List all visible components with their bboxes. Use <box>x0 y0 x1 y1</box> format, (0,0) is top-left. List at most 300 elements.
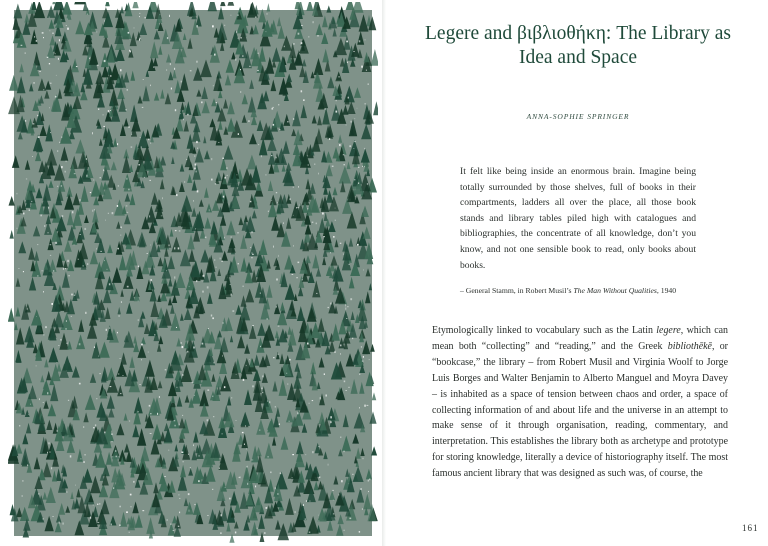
forest-texture-speck <box>252 325 254 326</box>
forest-texture-speck <box>141 344 143 346</box>
forest-texture-speck <box>118 374 119 375</box>
forest-texture-speck <box>317 35 319 36</box>
forest-texture-speck <box>301 90 303 92</box>
forest-texture-speck <box>365 39 366 40</box>
forest-texture-speck <box>362 166 363 167</box>
forest-texture-speck <box>213 362 214 364</box>
forest-texture-speck <box>62 136 63 138</box>
forest-texture-speck <box>51 303 53 305</box>
forest-texture-speck <box>249 359 250 360</box>
forest-texture-speck <box>42 32 44 33</box>
forest-texture-speck <box>85 312 86 314</box>
forest-texture-speck <box>28 414 29 415</box>
forest-texture-speck <box>320 397 322 399</box>
forest-texture-speck <box>346 41 348 43</box>
forest-texture-speck <box>141 359 142 360</box>
forest-texture-speck <box>56 362 57 363</box>
forest-texture-speck <box>364 148 365 149</box>
forest-texture-speck <box>177 387 178 388</box>
forest-texture-speck <box>171 88 172 90</box>
chapter-title: Legere and βιβλιοθήκη: The Library as Idea and Space <box>425 23 731 68</box>
forest-texture-speck <box>226 167 228 169</box>
forest-texture-speck <box>367 405 369 406</box>
forest-texture-speck <box>66 320 67 321</box>
forest-texture-speck <box>181 81 183 83</box>
forest-texture-speck <box>117 332 118 333</box>
forest-texture-speck <box>242 432 244 433</box>
tree-shape <box>132 2 138 8</box>
forest-texture-speck <box>284 46 285 48</box>
forest-texture-speck <box>245 425 246 427</box>
forest-texture-speck <box>92 210 93 212</box>
forest-texture-speck <box>197 190 199 192</box>
epigraph <box>460 164 696 273</box>
body-paragraph-text <box>432 323 728 482</box>
forest-texture-speck <box>266 14 267 15</box>
forest-texture-speck <box>169 15 170 17</box>
forest-texture-speck <box>47 392 48 394</box>
forest-texture-speck <box>87 13 88 15</box>
forest-texture-speck <box>240 69 241 70</box>
forest-texture-speck <box>100 251 102 252</box>
forest-texture-speck <box>26 179 27 180</box>
forest-texture-speck <box>298 262 300 264</box>
forest-texture-speck <box>236 420 237 421</box>
forest-texture-speck <box>271 200 272 201</box>
forest-texture-speck <box>120 227 122 229</box>
forest-texture-speck <box>78 259 79 260</box>
forest-texture-speck <box>289 421 290 422</box>
forest-texture-speck <box>193 444 194 446</box>
forest-texture-speck <box>292 274 294 275</box>
forest-texture-speck <box>149 215 150 217</box>
forest-texture-speck <box>188 493 190 495</box>
forest-texture-speck <box>318 520 319 521</box>
forest-texture-speck <box>166 69 167 71</box>
forest-texture-speck <box>23 271 24 272</box>
forest-texture-speck <box>315 164 316 165</box>
body-part-1: Etymologically linked to vocabulary such as the Latin <box>432 325 657 336</box>
forest-texture-speck <box>238 14 239 16</box>
forest-texture-speck <box>182 374 183 376</box>
forest-texture-speck <box>29 210 30 211</box>
forest-texture-speck <box>150 413 151 414</box>
epigraph-citation <box>460 284 696 298</box>
forest-texture-speck <box>367 183 368 185</box>
forest-texture-speck <box>275 487 276 489</box>
forest-texture-speck <box>212 25 214 27</box>
forest-texture-speck <box>99 503 100 505</box>
body-part-3: , or “bookcase,” the library – from Robert Musil and Virginia Woolf to Jorge Luis Borges and Walter Benjamin to Alberto Manguel and Moyra Davey – is inhabited as a space of tension between chaos and order, a space of collecting information of and about life and the universe in an attempt to make sense of it through organisation, reading, commentary, and interpretation. This establishes the library both as archetype and prototype for storing knowledge, literally a device of historiography itself. The most famous ancient library that was designed as such was, of course, the <box>432 340 728 480</box>
forest-texture-speck <box>357 244 359 246</box>
forest-texture-speck <box>255 486 256 488</box>
right-page <box>386 0 768 546</box>
forest-texture-speck <box>100 177 101 178</box>
forest-texture-speck <box>184 181 185 182</box>
forest-texture-speck <box>307 343 309 345</box>
forest-texture-speck <box>363 356 364 358</box>
forest-texture-speck <box>33 82 34 84</box>
forest-texture-speck <box>272 108 274 110</box>
forest-texture-speck <box>190 467 191 468</box>
forest-texture-speck <box>323 236 325 237</box>
forest-texture-speck <box>188 454 189 455</box>
forest-texture-speck <box>86 175 88 177</box>
forest-texture-speck <box>37 115 38 116</box>
forest-texture-speck <box>224 386 226 388</box>
forest-texture-speck <box>250 201 252 203</box>
forest-texture-speck <box>214 54 215 56</box>
tree-shape <box>105 2 110 6</box>
forest-texture-speck <box>192 382 194 383</box>
author-name: ANNA-SOPHIE SPRINGER <box>526 112 630 121</box>
forest-texture-speck <box>211 315 212 317</box>
forest-texture-speck <box>138 266 140 268</box>
forest-texture-speck <box>145 17 146 19</box>
forest-texture-speck <box>143 79 144 80</box>
forest-texture-speck <box>369 359 370 360</box>
forest-texture-speck <box>223 196 225 198</box>
forest-texture-speck <box>278 255 279 257</box>
forest-texture-speck <box>113 488 114 489</box>
forest-texture-speck <box>202 343 204 345</box>
forest-texture-speck <box>261 388 262 389</box>
forest-texture-speck <box>53 33 54 35</box>
forest-texture-speck <box>109 327 110 329</box>
forest-texture-speck <box>279 129 281 130</box>
forest-texture-speck <box>363 269 364 270</box>
forest-texture-speck <box>72 211 74 213</box>
forest-texture-speck <box>129 421 130 422</box>
forest-texture-speck <box>140 137 141 138</box>
forest-texture-speck <box>65 171 66 173</box>
forest-texture-speck <box>175 425 176 427</box>
forest-texture-speck <box>207 286 209 288</box>
forest-texture-speck <box>295 511 296 513</box>
forest-texture-speck <box>189 510 190 512</box>
forest-texture-speck <box>127 89 128 91</box>
forest-texture-speck <box>120 358 121 359</box>
forest-texture-speck <box>49 30 50 31</box>
forest-texture-speck <box>354 179 356 180</box>
forest-texture-speck <box>358 182 359 184</box>
forest-texture-speck <box>87 263 88 265</box>
forest-texture-speck <box>139 16 140 17</box>
forest-texture-speck <box>129 532 131 533</box>
forest-texture-speck <box>27 464 28 466</box>
forest-texture-speck <box>368 480 369 482</box>
forest-texture-speck <box>351 121 352 123</box>
forest-texture-speck <box>246 365 247 366</box>
forest-texture-speck <box>68 260 69 262</box>
forest-texture-speck <box>53 270 54 272</box>
forest-texture-speck <box>109 283 110 285</box>
forest-texture-speck <box>296 207 297 208</box>
forest-texture-speck <box>83 265 84 266</box>
forest-texture-speck <box>149 405 151 407</box>
forest-texture-speck <box>224 25 225 26</box>
forest-texture-speck <box>138 411 139 412</box>
forest-texture-speck <box>130 50 131 52</box>
forest-texture-speck <box>269 401 270 403</box>
forest-texture-speck <box>129 50 130 52</box>
forest-texture-speck <box>34 36 35 38</box>
forest-texture-speck <box>38 136 40 138</box>
forest-texture-speck <box>142 510 144 511</box>
forest-texture-speck <box>346 308 347 310</box>
forest-texture-speck <box>115 450 116 452</box>
forest-texture-speck <box>37 275 38 276</box>
forest-texture-speck <box>95 424 96 426</box>
forest-texture-speck <box>196 61 198 63</box>
forest-texture-speck <box>302 279 303 280</box>
forest-texture-speck <box>344 530 345 531</box>
forest-texture-speck <box>359 374 360 375</box>
forest-texture-speck <box>214 260 215 261</box>
forest-texture-speck <box>273 246 274 248</box>
forest-texture-speck <box>255 17 256 18</box>
forest-texture-speck <box>286 373 287 374</box>
forest-texture-speck <box>110 110 111 111</box>
forest-texture-speck <box>117 205 118 207</box>
forest-texture-speck <box>66 492 68 493</box>
forest-texture-speck <box>127 286 129 288</box>
forest-texture-speck <box>126 511 128 513</box>
forest-texture-speck <box>128 189 130 191</box>
forest-texture-speck <box>63 523 64 525</box>
forest-texture-speck <box>56 23 57 25</box>
forest-texture-speck <box>257 70 258 71</box>
forest-texture-speck <box>97 504 98 505</box>
forest-texture-speck <box>90 192 91 193</box>
forest-texture-speck <box>41 215 42 217</box>
forest-texture-speck <box>353 51 355 52</box>
forest-texture-speck <box>340 345 342 347</box>
forest-texture-speck <box>58 58 59 60</box>
forest-texture-speck <box>349 518 351 520</box>
forest-texture-speck <box>242 286 244 287</box>
forest-texture-speck <box>340 353 341 355</box>
forest-texture-speck <box>301 42 303 44</box>
forest-texture-speck <box>280 473 282 475</box>
forest-texture-speck <box>111 524 112 526</box>
forest-texture-speck <box>258 144 259 145</box>
forest-texture-speck <box>220 258 221 260</box>
forest-texture-speck <box>47 57 49 58</box>
forest-texture-speck <box>346 125 347 126</box>
forest-texture-speck <box>299 53 300 54</box>
forest-texture-speck <box>235 532 236 534</box>
forest-texture-speck <box>219 468 220 470</box>
forest-texture-speck <box>187 114 188 116</box>
forest-texture-speck <box>208 328 209 329</box>
forest-texture-speck <box>42 270 43 271</box>
forest-texture-speck <box>276 192 277 193</box>
forest-texture-speck <box>58 345 59 346</box>
forest-texture-speck <box>293 118 294 120</box>
tree-shape <box>306 2 313 11</box>
forest-texture-speck <box>207 515 209 516</box>
forest-texture-speck <box>120 69 121 71</box>
forest-texture-speck <box>92 132 93 134</box>
forest-texture-speck <box>333 500 334 501</box>
forest-texture-speck <box>276 306 277 308</box>
forest-texture-speck <box>179 512 180 514</box>
forest-texture-speck <box>246 466 247 468</box>
forest-texture-speck <box>363 458 364 460</box>
forest-texture-speck <box>36 40 37 42</box>
forest-texture-speck <box>93 180 94 181</box>
forest-texture-speck <box>197 148 198 150</box>
forest-texture-speck <box>328 307 329 308</box>
forest-texture-speck <box>260 346 261 347</box>
forest-texture-speck <box>231 236 232 238</box>
forest-texture-speck <box>332 166 334 167</box>
forest-texture-speck <box>324 373 325 375</box>
forest-texture-speck <box>138 320 139 321</box>
forest-texture-speck <box>178 526 180 527</box>
forest-texture-speck <box>27 308 28 310</box>
forest-texture-speck <box>277 202 278 203</box>
forest-texture-speck <box>333 196 334 197</box>
forest-texture-speck <box>278 326 280 327</box>
forest-texture-speck <box>43 518 44 519</box>
forest-texture-speck <box>257 528 258 529</box>
forest-texture-speck <box>22 480 23 481</box>
forest-texture-speck <box>121 235 122 236</box>
forest-texture-speck <box>236 175 237 176</box>
forest-texture-speck <box>61 185 62 187</box>
forest-texture-speck <box>232 311 234 312</box>
forest-texture-speck <box>301 25 302 26</box>
forest-texture-speck <box>207 419 209 421</box>
tree-shape <box>220 2 226 6</box>
forest-texture-speck <box>116 456 118 458</box>
forest-texture-speck <box>273 357 275 358</box>
forest-texture-speck <box>319 476 320 478</box>
forest-texture-speck <box>248 120 250 121</box>
forest-texture-speck <box>131 134 132 135</box>
forest-texture-speck <box>231 294 232 296</box>
forest-texture-speck <box>330 252 331 253</box>
forest-texture-speck <box>348 264 350 265</box>
tree-shape <box>227 2 234 6</box>
forest-texture-speck <box>136 38 137 39</box>
forest-texture-speck <box>310 500 311 501</box>
forest-texture-speck <box>211 158 212 160</box>
forest-texture-speck <box>297 277 298 278</box>
tree-shape <box>346 2 355 10</box>
forest-texture-speck <box>183 119 184 121</box>
forest-texture-speck <box>195 164 197 166</box>
forest-texture-speck <box>108 110 109 112</box>
forest-texture-speck <box>181 342 182 344</box>
forest-texture-speck <box>160 14 161 15</box>
forest-texture-speck <box>98 108 99 110</box>
forest-texture-speck <box>22 496 23 497</box>
forest-texture-speck <box>59 39 60 41</box>
forest-texture-speck <box>259 430 260 431</box>
forest-texture-speck <box>157 413 158 415</box>
forest-texture-speck <box>96 398 97 399</box>
forest-texture-speck <box>74 173 76 174</box>
forest-texture-speck <box>278 354 280 355</box>
forest-texture-speck <box>37 244 38 245</box>
tree-shape <box>372 392 377 400</box>
forest-texture-speck <box>252 253 253 254</box>
forest-texture-speck <box>183 461 184 462</box>
forest-texture-speck <box>139 13 140 14</box>
forest-texture-speck <box>193 200 194 201</box>
forest-texture-speck <box>44 225 45 226</box>
forest-texture-speck <box>364 405 366 407</box>
forest-texture-speck <box>362 508 363 510</box>
forest-texture-speck <box>39 398 40 400</box>
epigraph-text: It felt like being inside an enormous brain. Imagine being totally surrounded by those shelves, full of books in their compartments, ladders all over the place, all those book stands and library tables piled high with catalogues and bibliographies, the concentrate of all knowledge, don’t you know, and not one sensible book to read, only books about books. <box>460 166 696 271</box>
forest-texture-speck <box>36 316 37 317</box>
forest-texture-speck <box>55 242 57 244</box>
forest-texture-speck <box>49 107 50 108</box>
forest-texture-speck <box>59 522 60 524</box>
forest-texture-speck <box>358 167 360 168</box>
forest-texture-speck <box>352 474 354 475</box>
forest-texture-speck <box>74 244 75 245</box>
forest-texture-speck <box>318 515 319 516</box>
forest-texture-speck <box>268 400 269 402</box>
forest-texture-speck <box>43 37 44 38</box>
forest-texture-speck <box>176 327 177 328</box>
forest-texture-speck <box>293 215 294 216</box>
forest-texture-speck <box>103 114 104 115</box>
forest-texture-speck <box>194 168 196 170</box>
forest-texture-speck <box>148 352 149 353</box>
forest-texture-speck <box>212 396 213 397</box>
forest-texture-speck <box>128 32 130 34</box>
forest-texture-speck <box>340 243 342 244</box>
forest-texture-speck <box>202 291 203 293</box>
forest-texture-speck <box>131 147 133 148</box>
forest-texture-speck <box>347 62 348 63</box>
forest-texture-speck <box>190 70 192 71</box>
forest-texture-speck <box>364 166 365 167</box>
forest-texture-speck <box>151 279 152 281</box>
forest-texture-speck <box>267 318 268 320</box>
forest-texture-speck <box>313 21 314 23</box>
forest-texture-speck <box>264 532 265 534</box>
forest-texture-speck <box>341 480 343 482</box>
forest-texture-speck <box>75 485 76 486</box>
forest-texture-speck <box>306 500 307 502</box>
forest-texture-speck <box>150 142 151 144</box>
forest-texture-speck <box>174 420 176 421</box>
forest-texture-speck <box>97 65 99 66</box>
forest-texture-speck <box>76 66 78 67</box>
forest-texture-speck <box>222 158 224 159</box>
forest-texture-speck <box>331 421 332 423</box>
forest-texture-speck <box>237 232 239 234</box>
forest-texture-speck <box>138 301 139 302</box>
forest-texture-speck <box>266 174 267 176</box>
forest-texture-speck <box>120 506 121 508</box>
forest-texture-speck <box>175 230 177 231</box>
forest-texture-speck <box>199 455 200 457</box>
forest-texture-speck <box>215 267 217 268</box>
forest-texture-speck <box>173 530 175 531</box>
forest-texture-speck <box>330 416 331 418</box>
forest-texture-speck <box>227 175 228 176</box>
forest-texture-speck <box>144 177 145 178</box>
tree-shape <box>373 101 378 115</box>
